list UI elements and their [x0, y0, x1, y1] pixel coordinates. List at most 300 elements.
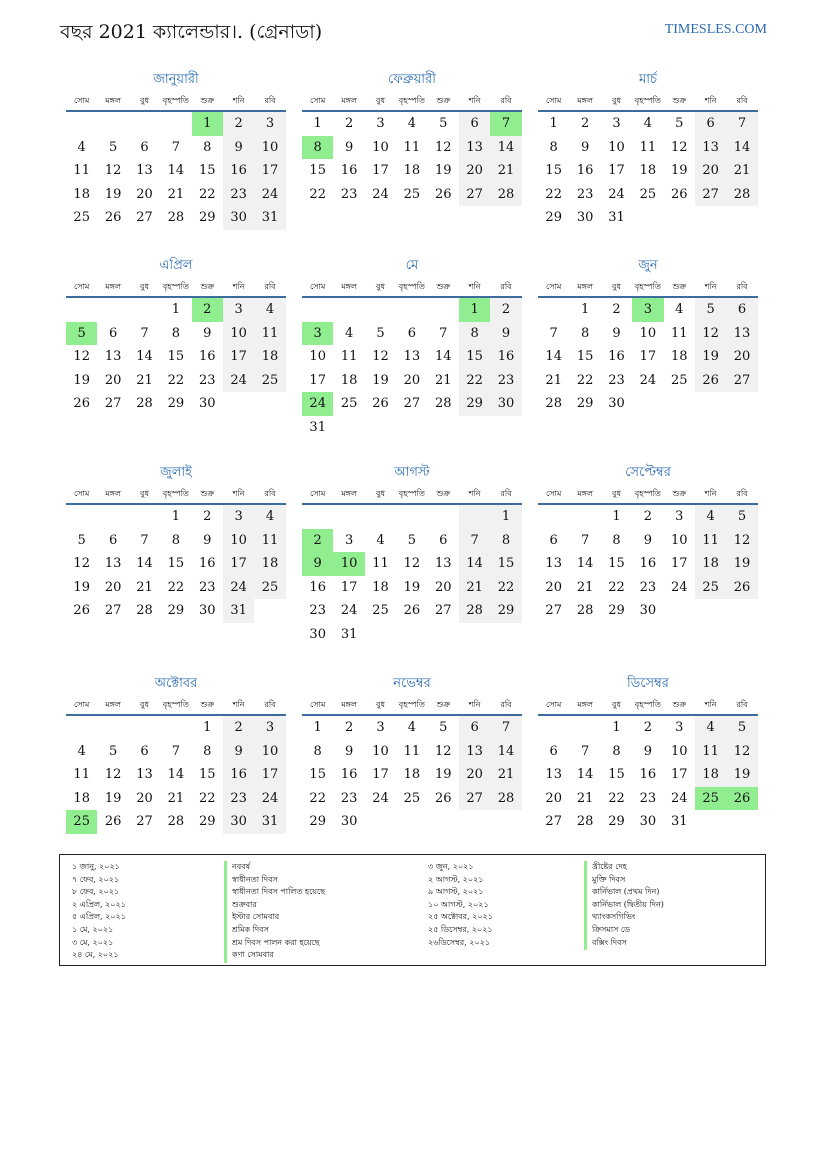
day-cell[interactable]: 27	[403, 396, 421, 412]
day-cell[interactable]: 19	[104, 790, 122, 806]
day-cell[interactable]: 21	[167, 790, 185, 806]
day-cell[interactable]: 9	[344, 139, 354, 155]
day-cell[interactable]: 14	[726, 136, 757, 160]
day-cell[interactable]: 15	[608, 556, 625, 572]
day-cell[interactable]: 19	[104, 186, 122, 202]
day-cell[interactable]: 24	[302, 392, 333, 416]
day-cell[interactable]: 15	[198, 767, 216, 783]
day-cell[interactable]: 11	[695, 740, 726, 764]
day-cell[interactable]: 20	[459, 763, 490, 787]
day-cell[interactable]: 29	[198, 210, 216, 226]
day-cell[interactable]: 13	[403, 349, 421, 365]
day-cell[interactable]: 19	[73, 579, 90, 595]
day-cell[interactable]: 4	[254, 297, 285, 322]
day-cell[interactable]: 27	[545, 814, 562, 830]
day-cell[interactable]: 5	[695, 297, 726, 322]
day-cell[interactable]: 29	[167, 396, 185, 412]
day-cell[interactable]: 1	[549, 116, 558, 132]
day-cell[interactable]: 7	[549, 325, 558, 341]
day-cell[interactable]: 17	[608, 163, 625, 179]
day-cell[interactable]: 13	[459, 740, 490, 764]
day-cell[interactable]: 3	[223, 297, 254, 322]
day-cell[interactable]: 12	[73, 349, 90, 365]
day-cell[interactable]: 26	[73, 396, 90, 412]
day-cell[interactable]: 21	[490, 159, 521, 183]
day-cell[interactable]: 22	[545, 186, 562, 202]
day-cell[interactable]: 8	[580, 325, 590, 341]
day-cell[interactable]: 14	[167, 163, 185, 179]
day-cell[interactable]: 20	[726, 345, 757, 369]
day-cell[interactable]: 24	[639, 372, 657, 388]
day-cell[interactable]: 16	[608, 349, 625, 365]
day-cell[interactable]: 11	[340, 349, 358, 365]
day-cell[interactable]: 27	[136, 814, 153, 830]
day-cell[interactable]: 1	[203, 720, 212, 736]
day-cell[interactable]: 6	[108, 532, 118, 548]
day-cell[interactable]: 16	[490, 345, 521, 369]
day-cell[interactable]: 14	[459, 552, 490, 576]
day-cell[interactable]: 10	[223, 322, 254, 346]
day-cell[interactable]: 3	[632, 297, 663, 322]
day-cell[interactable]: 17	[670, 767, 688, 783]
day-cell[interactable]: 27	[459, 787, 490, 811]
day-cell[interactable]: 26	[726, 787, 757, 811]
day-cell[interactable]: 4	[344, 325, 354, 341]
day-cell[interactable]: 2	[302, 529, 333, 553]
day-cell[interactable]: 16	[340, 163, 358, 179]
day-cell[interactable]: 11	[73, 163, 90, 179]
day-cell[interactable]: 11	[403, 139, 421, 155]
day-cell[interactable]: 7	[439, 325, 448, 341]
day-cell[interactable]: 13	[459, 136, 490, 160]
day-cell[interactable]: 23	[198, 579, 216, 595]
day-cell[interactable]: 14	[136, 349, 153, 365]
day-cell[interactable]: 19	[403, 579, 421, 595]
day-cell[interactable]: 25	[403, 186, 421, 202]
day-cell[interactable]: 1	[490, 504, 521, 529]
day-cell[interactable]: 18	[403, 163, 421, 179]
day-cell[interactable]: 30	[223, 206, 254, 230]
day-cell[interactable]: 1	[192, 111, 223, 136]
day-cell[interactable]: 8	[171, 532, 180, 548]
day-cell[interactable]: 4	[695, 715, 726, 740]
day-cell[interactable]: 6	[459, 715, 490, 740]
day-cell[interactable]: 1	[612, 720, 621, 736]
day-cell[interactable]: 30	[198, 603, 216, 619]
day-cell[interactable]: 30	[639, 603, 657, 619]
day-cell[interactable]: 5	[66, 322, 97, 346]
day-cell[interactable]: 5	[675, 116, 684, 132]
day-cell[interactable]: 15	[167, 556, 185, 572]
day-cell[interactable]: 15	[545, 163, 562, 179]
day-cell[interactable]: 16	[223, 159, 254, 183]
day-cell[interactable]: 28	[490, 183, 521, 207]
day-cell[interactable]: 25	[695, 576, 726, 600]
day-cell[interactable]: 11	[372, 556, 389, 572]
day-cell[interactable]: 13	[104, 349, 122, 365]
day-cell[interactable]: 23	[340, 790, 358, 806]
day-cell[interactable]: 20	[545, 790, 562, 806]
day-cell[interactable]: 8	[203, 139, 212, 155]
day-cell[interactable]: 7	[140, 532, 149, 548]
day-cell[interactable]: 30	[490, 392, 521, 416]
day-cell[interactable]: 10	[254, 136, 285, 160]
day-cell[interactable]: 12	[434, 743, 452, 759]
day-cell[interactable]: 30	[608, 396, 625, 412]
day-cell[interactable]: 10	[670, 532, 688, 548]
day-cell[interactable]: 28	[545, 396, 562, 412]
day-cell[interactable]: 14	[576, 767, 594, 783]
day-cell[interactable]: 17	[254, 159, 285, 183]
day-cell[interactable]: 7	[171, 139, 180, 155]
day-cell[interactable]: 22	[608, 579, 625, 595]
day-cell[interactable]: 22	[198, 790, 216, 806]
day-cell[interactable]: 13	[545, 767, 562, 783]
day-cell[interactable]: 14	[576, 556, 594, 572]
day-cell[interactable]: 13	[136, 163, 153, 179]
day-cell[interactable]: 5	[108, 743, 118, 759]
day-cell[interactable]: 2	[344, 116, 354, 132]
day-cell[interactable]: 22	[309, 186, 326, 202]
day-cell[interactable]: 29	[545, 210, 562, 226]
day-cell[interactable]: 9	[223, 740, 254, 764]
day-cell[interactable]: 27	[459, 183, 490, 207]
day-cell[interactable]: 8	[459, 322, 490, 346]
day-cell[interactable]: 31	[670, 814, 688, 830]
day-cell[interactable]: 24	[670, 579, 688, 595]
day-cell[interactable]: 12	[372, 349, 389, 365]
day-cell[interactable]: 25	[254, 369, 285, 393]
day-cell[interactable]: 17	[309, 372, 326, 388]
day-cell[interactable]: 22	[167, 579, 185, 595]
day-cell[interactable]: 8	[490, 529, 521, 553]
day-cell[interactable]: 3	[223, 504, 254, 529]
day-cell[interactable]: 22	[459, 369, 490, 393]
day-cell[interactable]: 7	[490, 715, 521, 740]
day-cell[interactable]: 5	[439, 720, 448, 736]
day-cell[interactable]: 23	[223, 183, 254, 207]
day-cell[interactable]: 24	[223, 369, 254, 393]
day-cell[interactable]: 23	[223, 787, 254, 811]
day-cell[interactable]: 5	[376, 325, 385, 341]
day-cell[interactable]: 6	[726, 297, 757, 322]
day-cell[interactable]: 6	[695, 111, 726, 136]
day-cell[interactable]: 8	[612, 532, 621, 548]
day-cell[interactable]: 27	[434, 603, 452, 619]
day-cell[interactable]: 11	[639, 139, 657, 155]
day-cell[interactable]: 12	[403, 556, 421, 572]
day-cell[interactable]: 20	[104, 579, 122, 595]
day-cell[interactable]: 18	[372, 579, 389, 595]
day-cell[interactable]: 15	[490, 552, 521, 576]
day-cell[interactable]: 22	[490, 576, 521, 600]
day-cell[interactable]: 27	[136, 210, 153, 226]
day-cell[interactable]: 30	[576, 210, 594, 226]
day-cell[interactable]: 13	[104, 556, 122, 572]
day-cell[interactable]: 13	[545, 556, 562, 572]
day-cell[interactable]: 27	[545, 603, 562, 619]
day-cell[interactable]: 20	[104, 372, 122, 388]
day-cell[interactable]: 12	[104, 767, 122, 783]
day-cell[interactable]: 27	[695, 183, 726, 207]
day-cell[interactable]: 24	[254, 183, 285, 207]
day-cell[interactable]: 6	[439, 532, 448, 548]
day-cell[interactable]: 11	[254, 322, 285, 346]
day-cell[interactable]: 14	[490, 136, 521, 160]
day-cell[interactable]: 24	[372, 790, 389, 806]
day-cell[interactable]: 15	[167, 349, 185, 365]
day-cell[interactable]: 2	[192, 297, 223, 322]
day-cell[interactable]: 16	[576, 163, 594, 179]
day-cell[interactable]: 3	[302, 322, 333, 346]
day-cell[interactable]: 29	[608, 814, 625, 830]
day-cell[interactable]: 8	[612, 743, 621, 759]
day-cell[interactable]: 25	[372, 603, 389, 619]
day-cell[interactable]: 28	[136, 396, 153, 412]
day-cell[interactable]: 17	[223, 552, 254, 576]
day-cell[interactable]: 15	[608, 767, 625, 783]
day-cell[interactable]: 8	[313, 743, 322, 759]
day-cell[interactable]: 29	[198, 814, 216, 830]
day-cell[interactable]: 1	[171, 302, 180, 318]
day-cell[interactable]: 26	[726, 576, 757, 600]
day-cell[interactable]: 4	[77, 139, 86, 155]
day-cell[interactable]: 12	[73, 556, 90, 572]
day-cell[interactable]: 4	[254, 504, 285, 529]
day-cell[interactable]: 4	[675, 302, 684, 318]
day-cell[interactable]: 11	[695, 529, 726, 553]
day-cell[interactable]: 25	[73, 210, 90, 226]
day-cell[interactable]: 21	[545, 372, 562, 388]
day-cell[interactable]: 6	[140, 139, 149, 155]
day-cell[interactable]: 20	[545, 579, 562, 595]
day-cell[interactable]: 18	[254, 345, 285, 369]
day-cell[interactable]: 4	[695, 504, 726, 529]
day-cell[interactable]: 24	[254, 787, 285, 811]
day-cell[interactable]: 17	[372, 767, 389, 783]
day-cell[interactable]: 22	[309, 790, 326, 806]
day-cell[interactable]: 17	[639, 349, 657, 365]
day-cell[interactable]: 22	[167, 372, 185, 388]
day-cell[interactable]: 24	[670, 790, 688, 806]
day-cell[interactable]: 6	[140, 743, 149, 759]
site-link[interactable]: TIMESLES.COM	[664, 22, 767, 37]
day-cell[interactable]: 25	[695, 787, 726, 811]
day-cell[interactable]: 22	[576, 372, 594, 388]
day-cell[interactable]: 23	[340, 186, 358, 202]
day-cell[interactable]: 1	[313, 720, 322, 736]
day-cell[interactable]: 3	[254, 715, 285, 740]
day-cell[interactable]: 23	[639, 579, 657, 595]
day-cell[interactable]: 27	[104, 603, 122, 619]
day-cell[interactable]: 18	[254, 552, 285, 576]
day-cell[interactable]: 12	[104, 163, 122, 179]
day-cell[interactable]: 19	[670, 163, 688, 179]
day-cell[interactable]: 3	[376, 720, 385, 736]
day-cell[interactable]: 30	[198, 396, 216, 412]
day-cell[interactable]: 2	[580, 116, 590, 132]
day-cell[interactable]: 8	[549, 139, 558, 155]
day-cell[interactable]: 18	[73, 790, 90, 806]
day-cell[interactable]: 17	[254, 763, 285, 787]
day-cell[interactable]: 23	[198, 372, 216, 388]
day-cell[interactable]: 31	[309, 419, 326, 435]
day-cell[interactable]: 22	[608, 790, 625, 806]
day-cell[interactable]: 9	[490, 322, 521, 346]
day-cell[interactable]: 5	[439, 116, 448, 132]
day-cell[interactable]: 29	[309, 814, 326, 830]
day-cell[interactable]: 25	[639, 186, 657, 202]
day-cell[interactable]: 11	[254, 529, 285, 553]
day-cell[interactable]: 1	[580, 302, 590, 318]
day-cell[interactable]: 19	[726, 763, 757, 787]
day-cell[interactable]: 5	[77, 532, 86, 548]
day-cell[interactable]: 11	[670, 325, 688, 341]
day-cell[interactable]: 9	[612, 325, 621, 341]
day-cell[interactable]: 1	[612, 509, 621, 525]
day-cell[interactable]: 26	[434, 790, 452, 806]
day-cell[interactable]: 5	[726, 504, 757, 529]
day-cell[interactable]: 8	[171, 325, 180, 341]
day-cell[interactable]: 30	[223, 810, 254, 834]
day-cell[interactable]: 6	[407, 325, 416, 341]
day-cell[interactable]: 1	[459, 297, 490, 322]
day-cell[interactable]: 19	[73, 372, 90, 388]
day-cell[interactable]: 28	[167, 814, 185, 830]
day-cell[interactable]: 31	[254, 810, 285, 834]
day-cell[interactable]: 10	[333, 552, 364, 576]
day-cell[interactable]: 14	[136, 556, 153, 572]
day-cell[interactable]: 21	[576, 579, 594, 595]
day-cell[interactable]: 29	[167, 603, 185, 619]
day-cell[interactable]: 15	[198, 163, 216, 179]
day-cell[interactable]: 3	[675, 720, 684, 736]
day-cell[interactable]: 9	[203, 325, 212, 341]
day-cell[interactable]: 26	[104, 814, 122, 830]
day-cell[interactable]: 13	[695, 136, 726, 160]
day-cell[interactable]: 20	[136, 186, 153, 202]
day-cell[interactable]: 16	[309, 579, 326, 595]
day-cell[interactable]: 12	[434, 139, 452, 155]
day-cell[interactable]: 16	[639, 556, 657, 572]
day-cell[interactable]: 20	[695, 159, 726, 183]
day-cell[interactable]: 28	[167, 210, 185, 226]
day-cell[interactable]: 10	[254, 740, 285, 764]
day-cell[interactable]: 9	[643, 743, 652, 759]
day-cell[interactable]: 17	[340, 579, 358, 595]
day-cell[interactable]: 4	[376, 532, 385, 548]
day-cell[interactable]: 18	[73, 186, 90, 202]
day-cell[interactable]: 4	[77, 743, 86, 759]
day-cell[interactable]: 2	[643, 509, 652, 525]
day-cell[interactable]: 9	[223, 136, 254, 160]
day-cell[interactable]: 21	[434, 372, 452, 388]
day-cell[interactable]: 29	[608, 603, 625, 619]
day-cell[interactable]: 10	[309, 349, 326, 365]
day-cell[interactable]: 5	[108, 139, 118, 155]
day-cell[interactable]: 18	[695, 552, 726, 576]
day-cell[interactable]: 19	[372, 372, 389, 388]
day-cell[interactable]: 28	[576, 814, 594, 830]
day-cell[interactable]: 26	[434, 186, 452, 202]
day-cell[interactable]: 26	[670, 186, 688, 202]
day-cell[interactable]: 3	[254, 111, 285, 136]
day-cell[interactable]: 23	[490, 369, 521, 393]
day-cell[interactable]: 9	[344, 743, 354, 759]
day-cell[interactable]: 16	[639, 767, 657, 783]
day-cell[interactable]: 20	[459, 159, 490, 183]
day-cell[interactable]: 26	[372, 396, 389, 412]
day-cell[interactable]: 3	[612, 116, 621, 132]
day-cell[interactable]: 6	[459, 111, 490, 136]
day-cell[interactable]: 10	[223, 529, 254, 553]
day-cell[interactable]: 1	[171, 509, 180, 525]
day-cell[interactable]: 20	[434, 579, 452, 595]
day-cell[interactable]: 10	[372, 139, 389, 155]
day-cell[interactable]: 27	[104, 396, 122, 412]
day-cell[interactable]: 15	[309, 163, 326, 179]
day-cell[interactable]: 25	[254, 576, 285, 600]
day-cell[interactable]: 19	[434, 767, 452, 783]
day-cell[interactable]: 7	[459, 529, 490, 553]
day-cell[interactable]: 26	[403, 603, 421, 619]
day-cell[interactable]: 21	[136, 372, 153, 388]
day-cell[interactable]: 9	[302, 552, 333, 576]
day-cell[interactable]: 6	[549, 532, 558, 548]
day-cell[interactable]: 8	[203, 743, 212, 759]
day-cell[interactable]: 21	[136, 579, 153, 595]
day-cell[interactable]: 8	[302, 136, 333, 160]
day-cell[interactable]: 10	[608, 139, 625, 155]
day-cell[interactable]: 9	[580, 139, 590, 155]
day-cell[interactable]: 18	[639, 163, 657, 179]
day-cell[interactable]: 18	[340, 372, 358, 388]
day-cell[interactable]: 26	[104, 210, 122, 226]
day-cell[interactable]: 27	[726, 369, 757, 393]
day-cell[interactable]: 13	[136, 767, 153, 783]
day-cell[interactable]: 23	[576, 186, 594, 202]
day-cell[interactable]: 25	[403, 790, 421, 806]
day-cell[interactable]: 28	[576, 603, 594, 619]
day-cell[interactable]: 4	[643, 116, 652, 132]
day-cell[interactable]: 21	[167, 186, 185, 202]
day-cell[interactable]: 19	[434, 163, 452, 179]
day-cell[interactable]: 2	[344, 720, 354, 736]
day-cell[interactable]: 18	[403, 767, 421, 783]
day-cell[interactable]: 19	[695, 345, 726, 369]
day-cell[interactable]: 10	[372, 743, 389, 759]
day-cell[interactable]: 14	[434, 349, 452, 365]
day-cell[interactable]: 15	[459, 345, 490, 369]
day-cell[interactable]: 31	[223, 599, 254, 623]
day-cell[interactable]: 28	[459, 599, 490, 623]
day-cell[interactable]: 28	[434, 396, 452, 412]
day-cell[interactable]: 6	[108, 325, 118, 341]
day-cell[interactable]: 21	[490, 763, 521, 787]
day-cell[interactable]: 16	[198, 349, 216, 365]
day-cell[interactable]: 7	[726, 111, 757, 136]
day-cell[interactable]: 31	[254, 206, 285, 230]
day-cell[interactable]: 31	[340, 626, 358, 642]
day-cell[interactable]: 12	[726, 740, 757, 764]
day-cell[interactable]: 19	[726, 552, 757, 576]
day-cell[interactable]: 14	[545, 349, 562, 365]
day-cell[interactable]: 14	[167, 767, 185, 783]
day-cell[interactable]: 4	[407, 116, 416, 132]
day-cell[interactable]: 7	[580, 532, 590, 548]
day-cell[interactable]: 21	[459, 576, 490, 600]
day-cell[interactable]: 25	[340, 396, 358, 412]
